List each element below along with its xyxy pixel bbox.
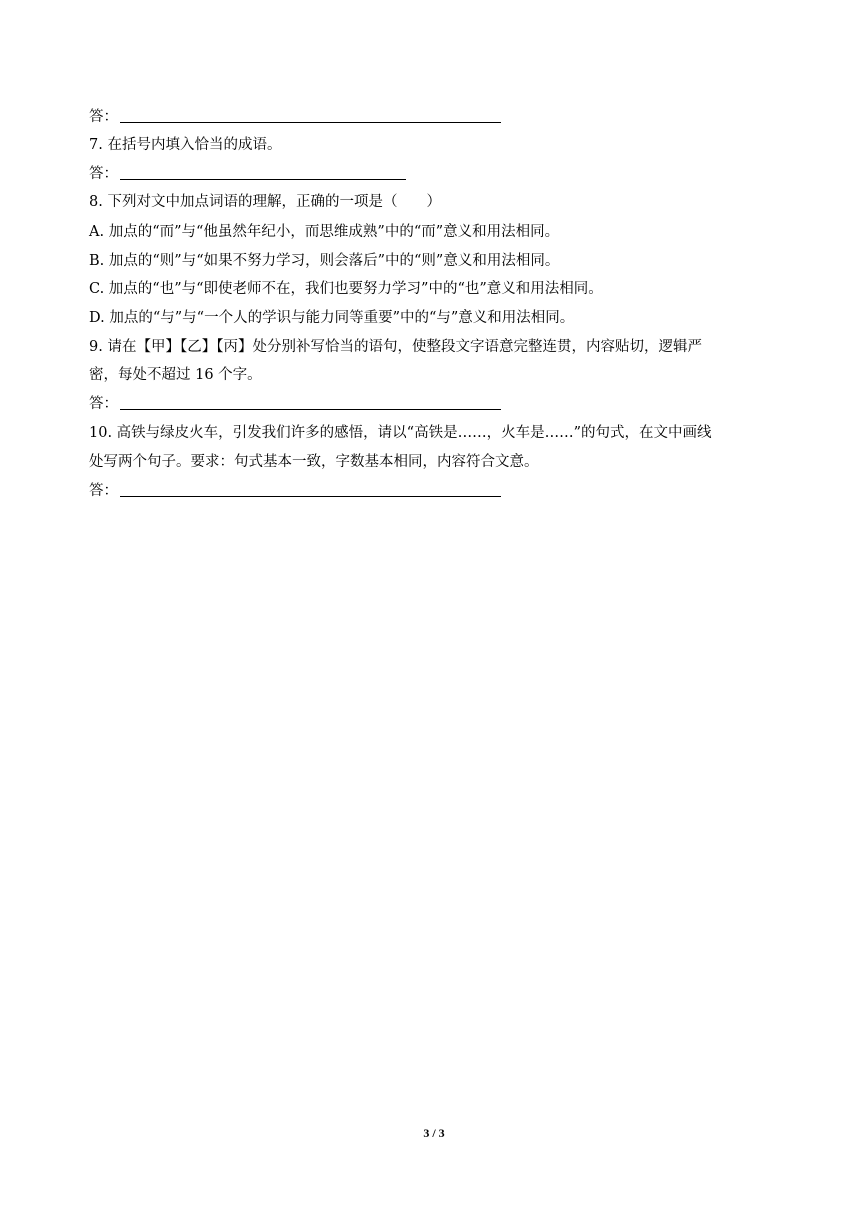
answer-blank[interactable] <box>120 409 501 410</box>
answer-label: 答： <box>89 166 118 182</box>
question-7: 7. 在括号内填入恰当的成语。 <box>89 137 282 153</box>
answer-label: 答： <box>89 483 118 499</box>
answer-label: 答： <box>89 396 118 412</box>
question-8-option-a: A. 加点的“而”与“他虽然年纪小，而思维成熟”中的“而”意义和用法相同。 <box>89 224 560 240</box>
question-10-line-2: 处写两个句子。要求：句式基本一致，字数基本相同，内容符合文意。 <box>89 454 539 470</box>
question-9-line-1: 9. 请在【甲】【乙】【丙】处分别补写恰当的语句，使整段文字语意完整连贯，内容贴切，逻辑严 <box>89 339 702 355</box>
question-8: 8. 下列对文中加点词语的理解，正确的一项是（ ） <box>89 194 441 210</box>
answer-blank[interactable] <box>120 179 406 180</box>
answer-blank[interactable] <box>120 122 501 123</box>
question-8-option-d: D. 加点的“与”与“一个人的学识与能力同等重要”中的“与”意义和用法相同。 <box>89 310 575 326</box>
page-number: 3 / 3 <box>423 1126 445 1140</box>
question-10-line-1: 10. 高铁与绿皮火车，引发我们许多的感悟，请以“高铁是……，火车是……”的句式，在文中画线 <box>89 425 712 441</box>
question-8-option-c: C. 加点的“也”与“即使老师不在，我们也要努力学习”中的“也”意义和用法相同。 <box>89 281 603 297</box>
answer-blank[interactable] <box>120 496 501 497</box>
answer-label: 答： <box>89 109 118 125</box>
question-9-line-2: 密，每处不超过 16 个字。 <box>89 367 262 383</box>
question-8-option-b: B. 加点的“则”与“如果不努力学习，则会落后”中的“则”意义和用法相同。 <box>89 253 560 269</box>
